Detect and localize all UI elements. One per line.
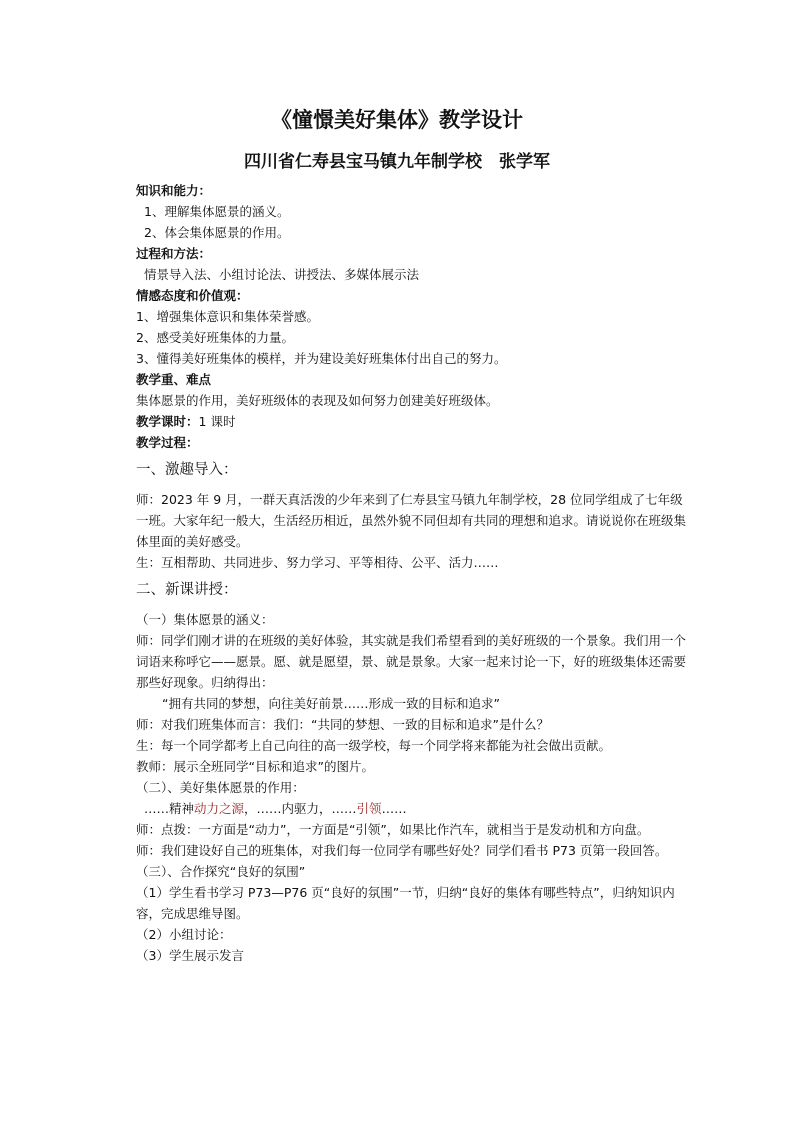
section2-heading: 二、新课讲授： [136, 582, 238, 598]
document-title: 《憧憬美好集体》教学设计 [271, 107, 523, 132]
part1-teacher-show: 教师：展示全班同学“目标和追求”的图片。 [136, 759, 374, 774]
effect-middle: ，……内驱力，…… [244, 801, 357, 816]
section1-heading: 一、激趣导入： [136, 462, 238, 478]
attitude-item: 2、感受美好班集体的力量。 [136, 330, 294, 345]
teaching-process-heading: 教学过程： [136, 435, 199, 450]
vision-effect-line [136, 798, 686, 819]
process-method-text: 情景导入法、小组讨论法、讲授法、多媒体展示法 [144, 267, 420, 282]
document-subtitle: 四川省仁寿县宝马镇九年制学校 张学军 [244, 152, 550, 172]
part1-paragraph: 师：同学们刚才讲的在班级的美好体验，其实就是我们希望看到的美好班级的一个景象。我们用一个词语来称呼它——愿景。愿、就是愿望，景、就是景象。大家一起来讨论一下，好的班级集体还需要那些好现象。归纳得出： [136, 633, 687, 690]
class-hours [136, 411, 686, 432]
attitude-heading: 情感态度和价值观： [136, 288, 249, 303]
effect-suffix: …… [381, 801, 407, 816]
part2-teacher-hint: 师：点拨：一方面是“动力”，一方面是“引领”，如果比作汽车，就相当于是发动机和方向盘。 [136, 822, 650, 837]
document-body [136, 180, 686, 966]
class-hours-label: 教学课时： [136, 414, 199, 429]
part3-step-3: （3）学生展示发言 [136, 948, 244, 963]
part2-heading: （二）、美好集体愿景的作用： [136, 780, 305, 795]
keypoints-text: 集体愿景的作用，美好班级体的表现及如何努力创建美好班级体。 [136, 393, 499, 408]
class-hours-value: 1 课时 [198, 414, 236, 429]
knowledge-item: 1、理解集体愿景的涵义。 [144, 204, 290, 219]
knowledge-heading: 知识和能力： [136, 183, 212, 198]
part1-student-answer: 生：每一个同学都考上自己向往的高一级学校，每一个同学将来都能为社会做出贡献。 [136, 738, 612, 753]
process-method-heading: 过程和方法： [136, 246, 212, 261]
part1-question: 师：对我们班集体而言：我们：“共同的梦想、一致的目标和追求”是什么？ [136, 717, 549, 732]
effect-prefix: ……精神 [144, 801, 195, 816]
section1-student-text: 生：互相帮助、共同进步、努力学习、平等相待、公平、活力…… [136, 555, 499, 570]
effect-guidance: 引领 [356, 801, 382, 816]
part3-heading: （三）、合作探究“良好的氛围” [136, 864, 306, 879]
part3-step-1: （1）学生看书学习 P73—P76 页“良好的氛围”一节，归纳“良好的集体有哪些特点”，归纳知识内容，完成思维导图。 [136, 885, 675, 921]
effect-power-source: 动力之源 [194, 801, 245, 816]
section1-teacher-text: 师：2023 年 9 月，一群天真活泼的少年来到了仁寿县宝马镇九年制学校，28 位同学组成了七年级一班。大家年纪一般大，生活经历相近，虽然外貌不同但却有共同的理想和追求。请说说你在班级集体里面的美好感受。 [136, 492, 687, 549]
vision-quote: “拥有共同的梦想，向往美好前景……形成一致的目标和追求” [162, 696, 500, 711]
part2-teacher-question: 师：我们建设好自己的班集体，对我们每一位同学有哪些好处？同学们看书 P73 页第一段回答。 [136, 843, 668, 858]
part1-heading: （一）集体愿景的涵义： [136, 612, 274, 627]
attitude-item: 1、增强集体意识和集体荣誉感。 [136, 309, 319, 324]
attitude-item: 3、懂得美好班集体的模样，并为建设美好班集体付出自己的努力。 [136, 351, 507, 366]
part3-step-2: （2）小组讨论： [136, 927, 232, 942]
keypoints-heading: 教学重、难点 [136, 372, 212, 387]
knowledge-item: 2、体会集体愿景的作用。 [144, 225, 290, 240]
